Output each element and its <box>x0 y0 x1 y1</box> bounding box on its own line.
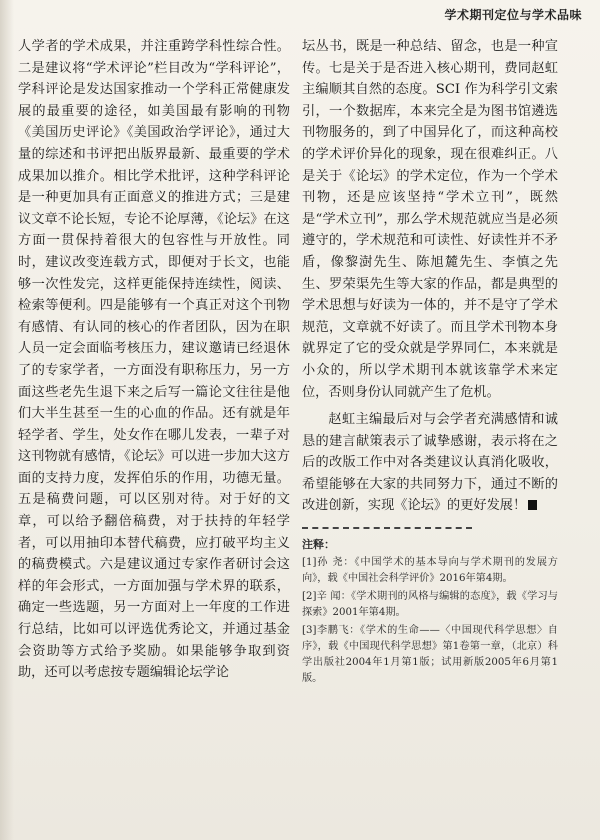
notes-divider <box>302 527 472 529</box>
note-item: [2]辛 闻：《学术期刊的风格与编辑的态度》，载《学习与探索》2001年第4期。 <box>302 591 558 619</box>
end-mark-icon <box>528 500 537 510</box>
page-gutter-shadow <box>0 0 14 840</box>
left-column-text: 人学者的学术成果，并注重跨学科性综合性。二是建议将“学术评论”栏目改为“学科评论”，学科评论是发达国家推动一个学科正常健康发展的最重要的途径，如美国最有影响的刊物《美国历史评论》《美国政治学评论》，通过大量的综述和书评把出版界最新、最重要的学术成果加以推介。相比学术批评，这种学科评论是一种更加具有正面意义的推进方式；三是建议文章不论长短，专论不论厚薄，《论坛》在这方面一贯保持着很大的包容性与开放性。同时，建议改变连载方式，即便对于长文，也能够一次性发完，这样更能保持连续性，阅读、检索等便利。四是能够有一个真正对这个刊物有感情、有认同的核心的作者团队，因为在职人员一定会面临考核压力，建议邀请已经退休了的专家学者，一方面没有职称压力，另一方面这些老先生退下来之后写一篇论文往往是他们大半生甚至一生的心血的作品。还有就是年轻学者、学生，处女作在哪儿发表，一辈子对这刊物就有感情，《论坛》可以进一步加大这方面的支持力度，发挥伯乐的作用，功德无量。五是稿费问题，可以区别对待。对于好的文章，可以给予翻倍稿费，对于扶持的年轻学者，可以用抽印本替代稿费，应打破平均主义的稿费模式。六是建议通过专家作者研讨会这样的年会形式，一方面加强与学术界的联系，确定一些选题，另一方面对上一年度的工作进行总结，比如可以评选优秀论文，并通过基金会资助等方式给予奖励。如果能够争取到资助，还可以考虑按专题编辑论坛学论 <box>18 39 290 681</box>
right-column-text: 坛丛书，既是一种总结、留念，也是一种宣传。七是关于是否进入核心期刊，费同赵虹主编顺其自然的态度。SCI 作为科学引文索引，一个数据库，本来完全是为图书馆遴选刊物服务的，到了中国异化了，而这种高校的学术评价异化的现象，现在很难纠正。八是关于《论坛》的学术定位，作为一个学术刊物，还是应该坚持“学术立刊”，既然是“学术立刊”，那么学术规范就应当是必须遵守的，学术规范和可读性、好读性并不矛盾，像黎澍先生、陈旭麓先生、李慎之先生、罗荣渠先生等大家的作品，都是典型的学术思想与好读为一体的，并不是守了学术规范，文章就不好读了。而且学术刊物本身就界定了它的受众就是学界同仁，本来就是小众的，所以学术期刊本就该靠学术来定位，否则身份认同就产生了危机。 <box>302 39 558 400</box>
closing-text: 赵虹主编最后对与会学者充满感情和诚恳的建言献策表示了诚挚感谢，表示将在之后的改版工作中对各类建议认真消化吸收，希望能够在大家的共同努力下，通过不断的改进创新，实现《论坛》的更好发展！ <box>302 412 558 514</box>
closing-paragraph <box>302 409 558 517</box>
running-head: 学术期刊定位与学术品味 <box>444 8 582 22</box>
note-item: [1]孙 尧：《中国学术的基本导向与学术期刊的发展方向》，载《中国社会科学评价》2016年第4期。 <box>302 557 558 585</box>
right-column <box>302 36 558 689</box>
note-item: [3]李鹏飞：《学术的生命——〈中国现代科学思想〉自序》，载《中国现代科学思想》第1卷第一章，（北京）科学出版社2004年1月第1版；试用新版2005年6月第1版。 <box>302 625 558 685</box>
notes-title: 注释： <box>302 538 335 552</box>
left-column <box>18 36 290 684</box>
notes-section <box>302 537 558 687</box>
